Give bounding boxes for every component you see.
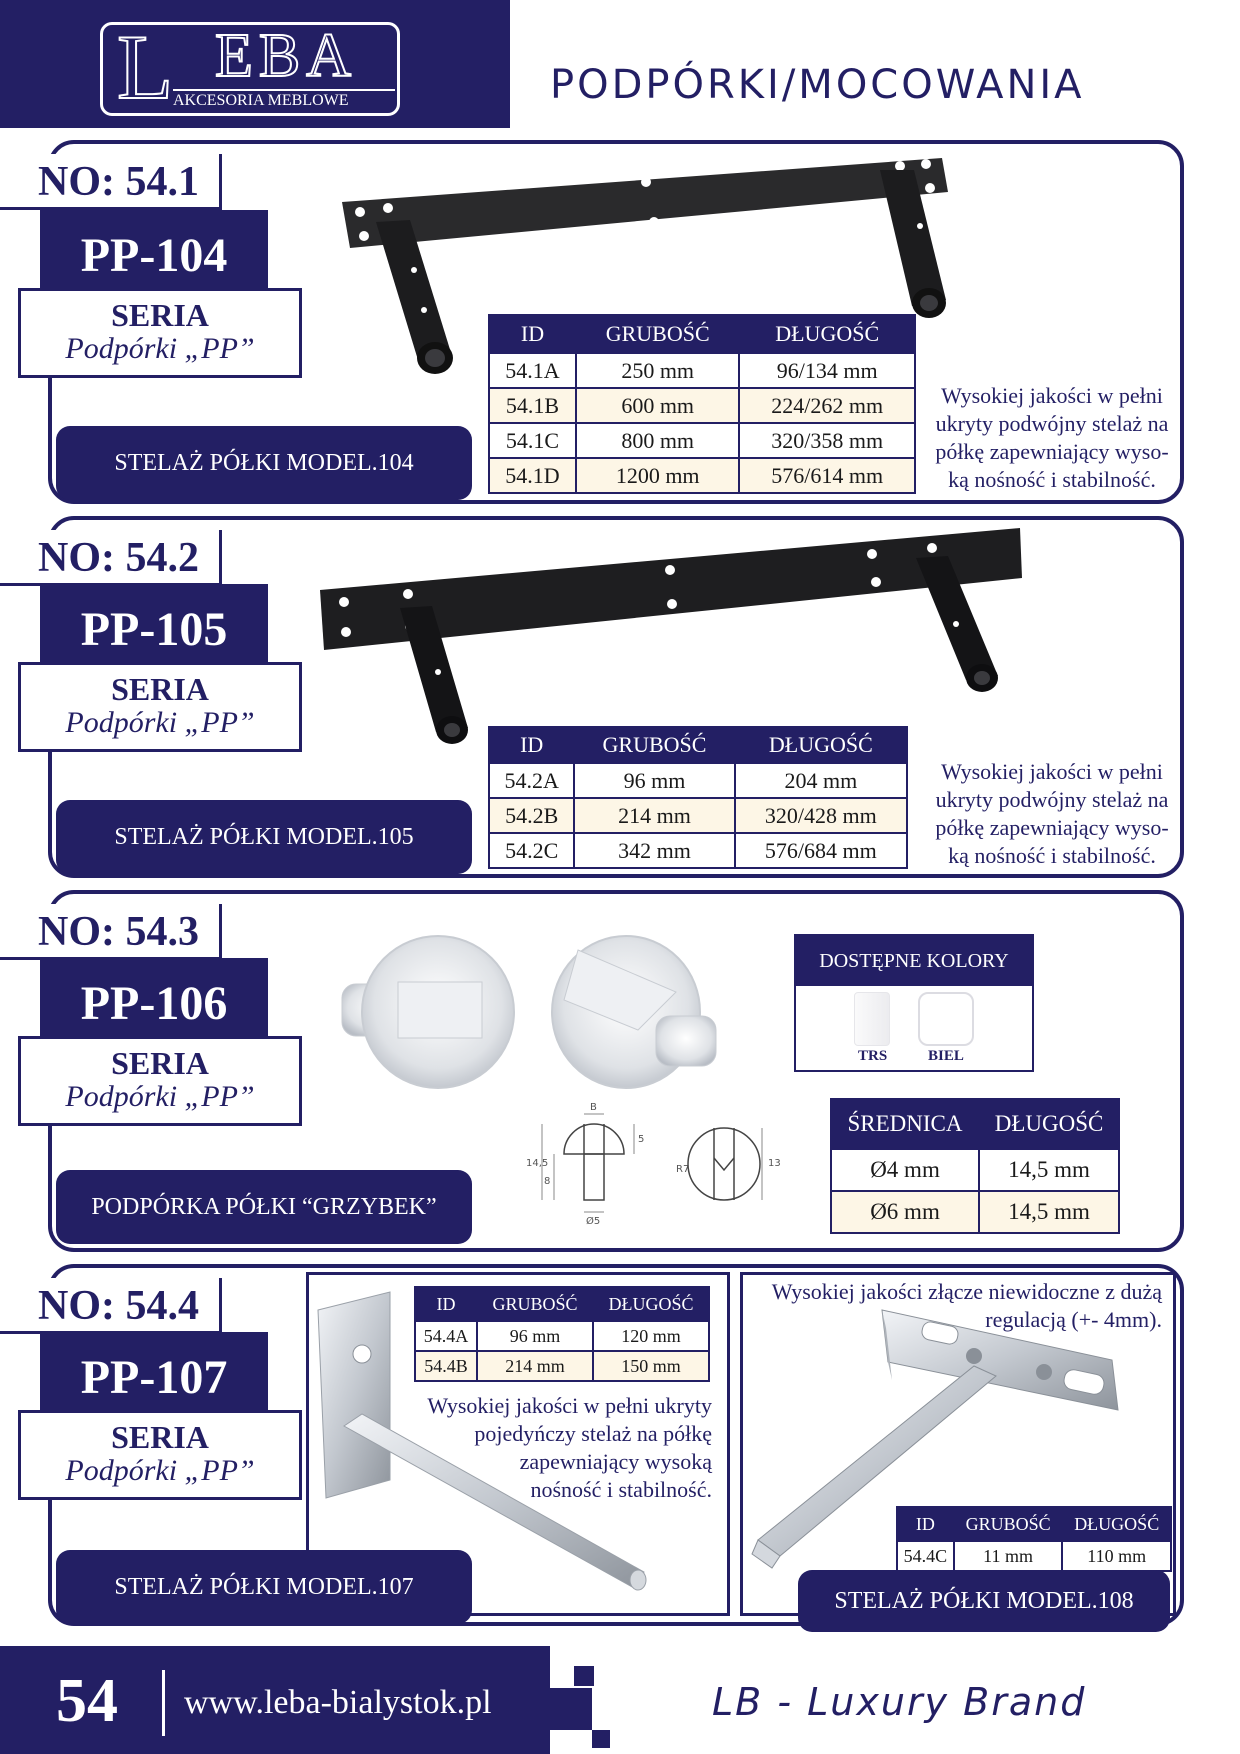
page-number: 54 [56,1667,118,1735]
model-label: STELAŻ PÓŁKI MODEL.107 [56,1550,472,1624]
page-title: PODPÓRKI/MOCOWANIA [550,62,1085,108]
cell: 14,5 mm [979,1191,1119,1233]
cell: 54.4A [415,1321,477,1351]
table-row [897,1541,1171,1571]
desc-line: półkę zapewniający wyso- [935,439,1169,464]
cell: 800 mm [576,423,739,458]
deco-square [574,1666,594,1686]
swatch-biel [918,992,974,1046]
footer-separator [162,1670,165,1736]
cell: 54.2A [489,763,574,798]
dim-label: 5 [638,1134,645,1145]
desc-line: ukryty podwójny stelaż na [935,787,1169,812]
logo-subtitle: AKCESORIA MEBLOWE [173,89,395,110]
col-diameter: ŚREDNICA [831,1099,979,1149]
desc-line: ką nośność i stabilność. [948,467,1156,492]
logo-letter-l: L [117,16,174,118]
spec-table-54-4c [896,1506,1172,1572]
table-row [831,1149,1119,1191]
col-length: DŁUGOŚĆ [979,1099,1119,1149]
desc-line: nośność i stabilność. [530,1477,712,1502]
product-code: PP-106 [40,958,268,1050]
cell: 54.1D [489,458,576,493]
col-length: DŁUGOŚĆ [739,315,915,353]
model-label-108: STELAŻ PÓŁKI MODEL.108 [798,1570,1170,1632]
desc-line: ką nośność i stabilność. [948,843,1156,868]
cell: 250 mm [576,353,739,388]
cell: 54.1A [489,353,576,388]
product-number: NO: 54.1 [0,154,222,210]
colors-box [794,934,1034,1072]
desc-line: Wysokiej jakości w pełni [941,759,1163,784]
col-length: DŁUGOŚĆ [1062,1507,1171,1541]
cell: 14,5 mm [979,1149,1119,1191]
desc-line: zapewniający wysoką [519,1449,712,1474]
seria-box [18,662,302,752]
seria-title: SERIA [111,1045,209,1081]
seria-subtitle: Podpórki „PP” [65,332,255,365]
logo [100,16,400,118]
cell: 224/262 mm [739,388,915,423]
cell: 110 mm [1062,1541,1171,1571]
deco-square [494,96,510,112]
seria-title: SERIA [111,297,209,333]
cell: Ø6 mm [831,1191,979,1233]
desc-line: półkę zapewniający wyso- [935,815,1169,840]
color-label: BIEL [928,1048,964,1064]
cell: 120 mm [593,1321,709,1351]
col-id: ID [415,1287,477,1321]
cell: Ø4 mm [831,1149,979,1191]
seria-subtitle: Podpórki „PP” [65,706,255,739]
dim-label: 14,5 [526,1158,549,1169]
table-row [489,458,915,493]
desc-line: regulacją (+- 4mm). [985,1307,1162,1332]
cell: 54.1B [489,388,576,423]
cell: 11 mm [954,1541,1063,1571]
technical-drawing [522,1100,822,1230]
table-row [489,763,907,798]
dim-label: R7 [676,1164,690,1175]
desc-line: Wysokiej jakości w pełni [941,383,1163,408]
col-id: ID [489,727,574,763]
logo-text: EBA [215,22,357,90]
website-link[interactable]: www.leba-bialystok.pl [184,1684,492,1721]
desc-line: Wysokiej jakości w pełni ukryty [427,1393,712,1418]
col-thickness: GRUBOŚĆ [574,727,734,763]
desc-line: pojedyńczy stelaż na półkę [474,1421,712,1446]
seria-box [18,288,302,378]
product-number: NO: 54.2 [0,530,222,586]
col-thickness: GRUBOŚĆ [477,1287,593,1321]
table-row [489,798,907,833]
table-row [415,1321,709,1351]
seria-subtitle: Podpórki „PP” [65,1080,255,1113]
seria-box [18,1036,302,1126]
table-row [489,353,915,388]
cell: 320/428 mm [735,798,907,833]
cell: 54.4C [897,1541,954,1571]
seria-title: SERIA [111,671,209,707]
seria-subtitle: Podpórki „PP” [65,1454,255,1487]
cell: 54.2C [489,833,574,868]
cell: 96 mm [574,763,734,798]
mushroom-support-images [338,920,728,1110]
cell: 214 mm [574,798,734,833]
cell: 54.2B [489,798,574,833]
swatch-trs [854,992,890,1046]
cell: 600 mm [576,388,739,423]
dim-label: 13 [768,1158,781,1169]
cell: 96/134 mm [739,353,915,388]
deco-square [592,1730,610,1748]
spec-table-54-2 [488,726,908,869]
col-length: DŁUGOŚĆ [593,1287,709,1321]
col-thickness: GRUBOŚĆ [576,315,739,353]
col-length: DŁUGOŚĆ [735,727,907,763]
product-number: NO: 54.3 [0,904,222,960]
model-label: STELAŻ PÓŁKI MODEL.105 [56,800,472,874]
model-label: STELAŻ PÓŁKI MODEL.104 [56,426,472,500]
spec-table-54-1 [488,314,916,494]
deco-square [494,48,510,64]
cell: 54.1C [489,423,576,458]
seria-title: SERIA [111,1419,209,1455]
col-id: ID [897,1507,954,1541]
dim-label: Ø5 [586,1216,601,1227]
table-row [489,833,907,868]
col-id: ID [489,315,576,353]
dim-label: B [590,1102,597,1113]
table-row [831,1191,1119,1233]
product-code: PP-105 [40,584,268,676]
model-label: PODPÓRKA PÓŁKI “GRZYBEK” [56,1170,472,1244]
table-row [415,1351,709,1381]
product-code: PP-107 [40,1332,268,1424]
deco-square [550,1688,592,1730]
spec-table-54-3 [830,1098,1120,1234]
product-description [922,382,1182,494]
spec-table-54-4 [414,1286,710,1382]
cell: 320/358 mm [739,423,915,458]
cell: 96 mm [477,1321,593,1351]
cell: 150 mm [593,1351,709,1381]
desc-line: ukryty podwójny stelaż na [935,411,1169,436]
cell: 54.4B [415,1351,477,1381]
brand-tagline: LB - Luxury Brand [712,1680,1087,1724]
product-code: PP-104 [40,210,268,302]
cell: 342 mm [574,833,734,868]
deco-square [462,64,494,96]
seria-box [18,1410,302,1500]
desc-line: Wysokiej jakości złącze niewidoczne z dużą [771,1279,1162,1304]
colors-title: DOSTĘPNE KOLORY [796,936,1032,986]
dim-label: 8 [544,1176,551,1187]
cell: 576/614 mm [739,458,915,493]
cell: 1200 mm [576,458,739,493]
color-label: TRS [858,1048,888,1064]
cell: 214 mm [477,1351,593,1381]
col-thickness: GRUBOŚĆ [954,1507,1063,1541]
product-description [398,1392,712,1504]
product-number: NO: 54.4 [0,1278,222,1334]
cell: 576/684 mm [735,833,907,868]
product-description [922,758,1182,870]
table-row [489,388,915,423]
cell: 204 mm [735,763,907,798]
bracket-105-image [320,528,1030,758]
table-row [489,423,915,458]
